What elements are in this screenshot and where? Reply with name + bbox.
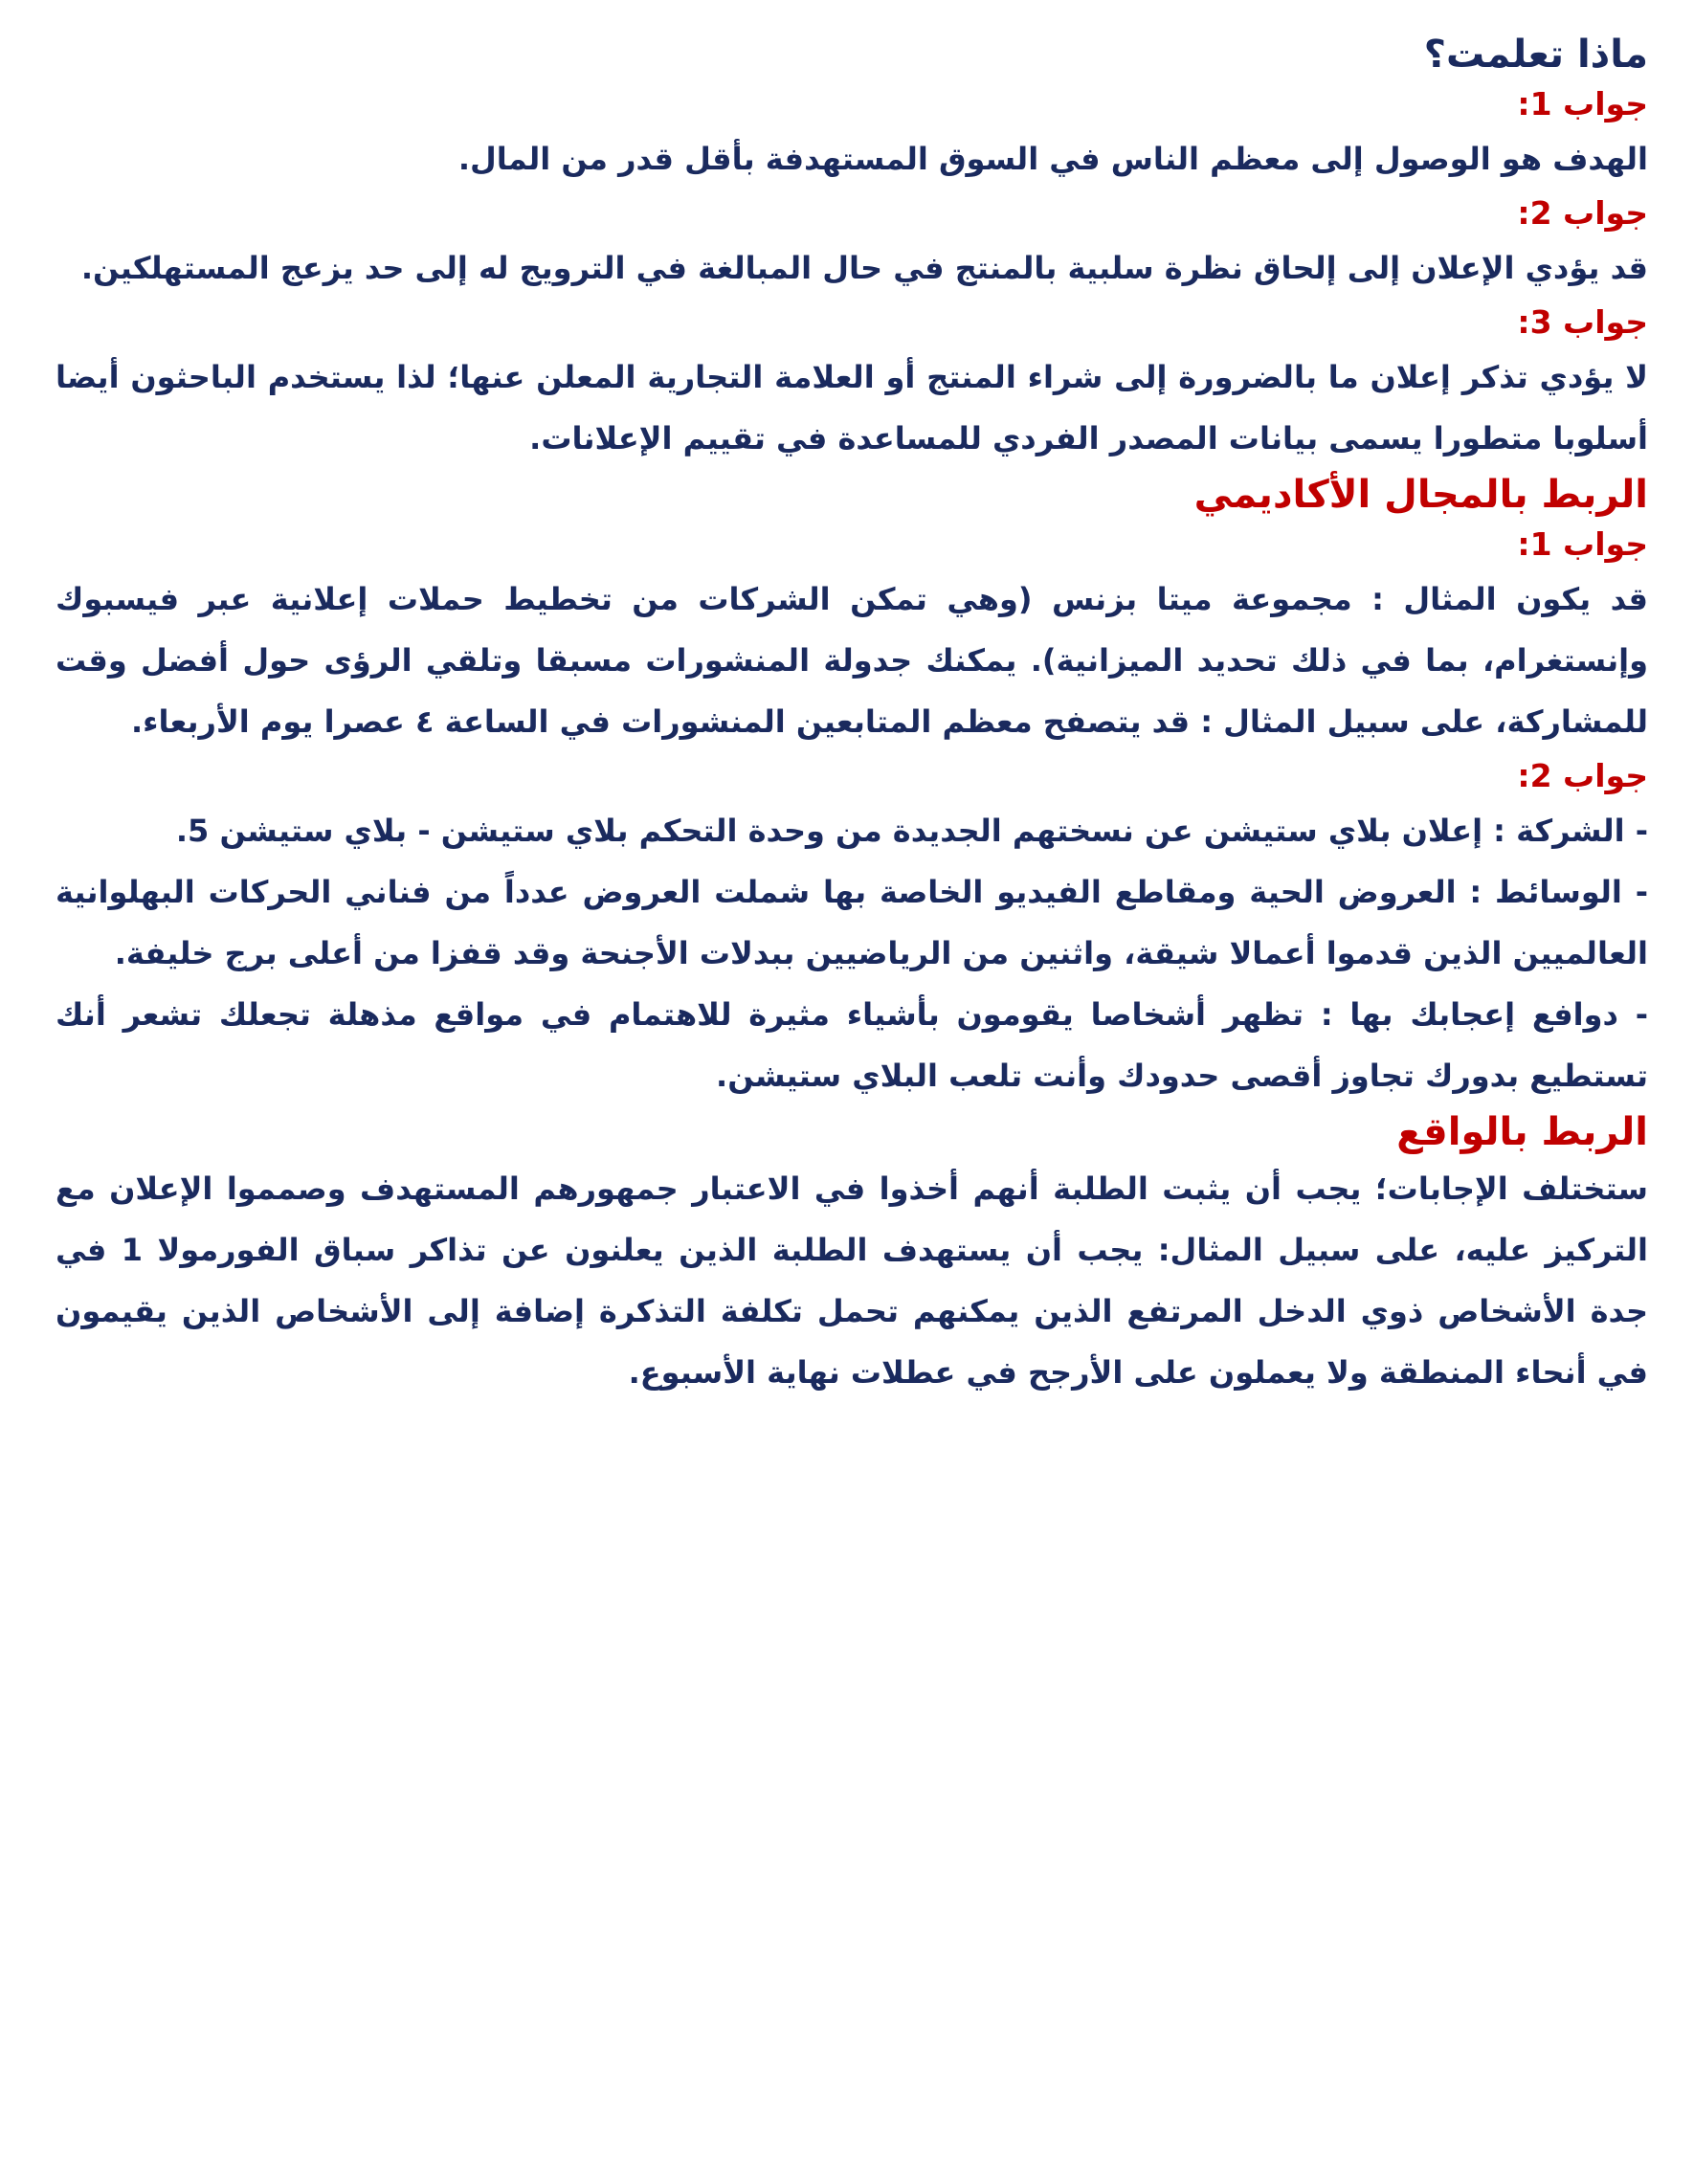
- answer-text-motives: - دوافع إعجابك بها : تظهر أشخاصا يقومون بأشياء مثيرة للاهتمام في مواقع مذهلة تجعلك تشعر أنك تستطيع بدورك تجاوز أقصى حدودك وأنت تلعب البلاي ستيشن.: [56, 996, 1648, 1094]
- answer-text: قد يكون المثال : مجموعة ميتا بزنس (وهي تمكن الشركات من تخطيط حملات إعلانية عبر فيسبوك وإنستغرام، بما في ذلك تحديد الميزانية). يمكنك جدولة المنشورات مسبقا وتلقي الرؤى حول أفضل وقت للمشاركة، على سبيل المثال : قد يتصفح معظم المتابعين المنشورات في الساعة ٤ عصرا يوم الأربعاء.: [56, 581, 1648, 740]
- academic-answer-2: [56, 752, 1648, 1106]
- answer-text: لا يؤدي تذكر إعلان ما بالضرورة إلى شراء المنتج أو العلامة التجارية المعلن عنها؛ لذا يستخدم الباحثون أيضا أسلوبا متطورا يسمى بيانات المصدر الفردي للمساعدة في تقييم الإعلانات.: [56, 359, 1648, 457]
- answer-label: جواب 1:: [1517, 85, 1648, 123]
- section-title-what-learned: ماذا تعلمت؟: [1423, 33, 1648, 77]
- answer-text: الهدف هو الوصول إلى معظم الناس في السوق المستهدفة بأقل قدر من المال.: [457, 141, 1648, 177]
- answer-label: جواب 2:: [1517, 194, 1648, 232]
- reality-text: ستختلف الإجابات؛ يجب أن يثبت الطلبة أنهم أخذوا في الاعتبار جمهورهم المستهدف وصمموا الإعلان مع التركيز عليه، على سبيل المثال: يجب أن يستهدف الطلبة الذين يعلنون عن تذاكر سباق الفورمولا 1 في جدة الأشخاص ذوي الدخل المرتفع الذين يمكنهم تحمل تكلفة التذكرة إضافة إلى الأشخاص الذين يقيمون في أنحاء المنطقة ولا يعملون على الأرجح في عطلات نهاية الأسبوع.: [56, 1170, 1649, 1391]
- learned-answer-3: [56, 299, 1648, 469]
- answer-label: جواب 2:: [1517, 757, 1648, 794]
- learned-answer-2: [56, 189, 1648, 299]
- answer-label: جواب 1:: [1517, 525, 1648, 563]
- section-title-academic: الربط بالمجال الأكاديمي: [1193, 473, 1648, 517]
- section-title-reality: الربط بالواقع: [1396, 1110, 1648, 1154]
- answer-text-company: - الشركة : إعلان بلاي ستيشن عن نسختهم الجديدة من وحدة التحكم بلاي ستيشن - بلاي ستيشن 5.: [175, 813, 1648, 849]
- document-page: [56, 29, 1648, 1403]
- learned-answer-1: [56, 80, 1648, 189]
- academic-answer-1: [56, 521, 1648, 752]
- answer-text-media: - الوسائط : العروض الحية ومقاطع الفيديو الخاصة بها شملت العروض عدداً من فناني الحركات البهلوانية العالميين الذين قدموا أعمالا شيقة، واثنين من الرياضيين ببدلات الأجنحة وقد قفزا من أعلى برج خليفة.: [56, 874, 1648, 971]
- reality-content: [56, 1158, 1648, 1403]
- answer-text: قد يؤدي الإعلان إلى إلحاق نظرة سلبية بالمنتج في حال المبالغة في الترويج له إلى حد يزعج المستهلكين.: [80, 250, 1648, 286]
- answer-label: جواب 3:: [1517, 303, 1648, 341]
